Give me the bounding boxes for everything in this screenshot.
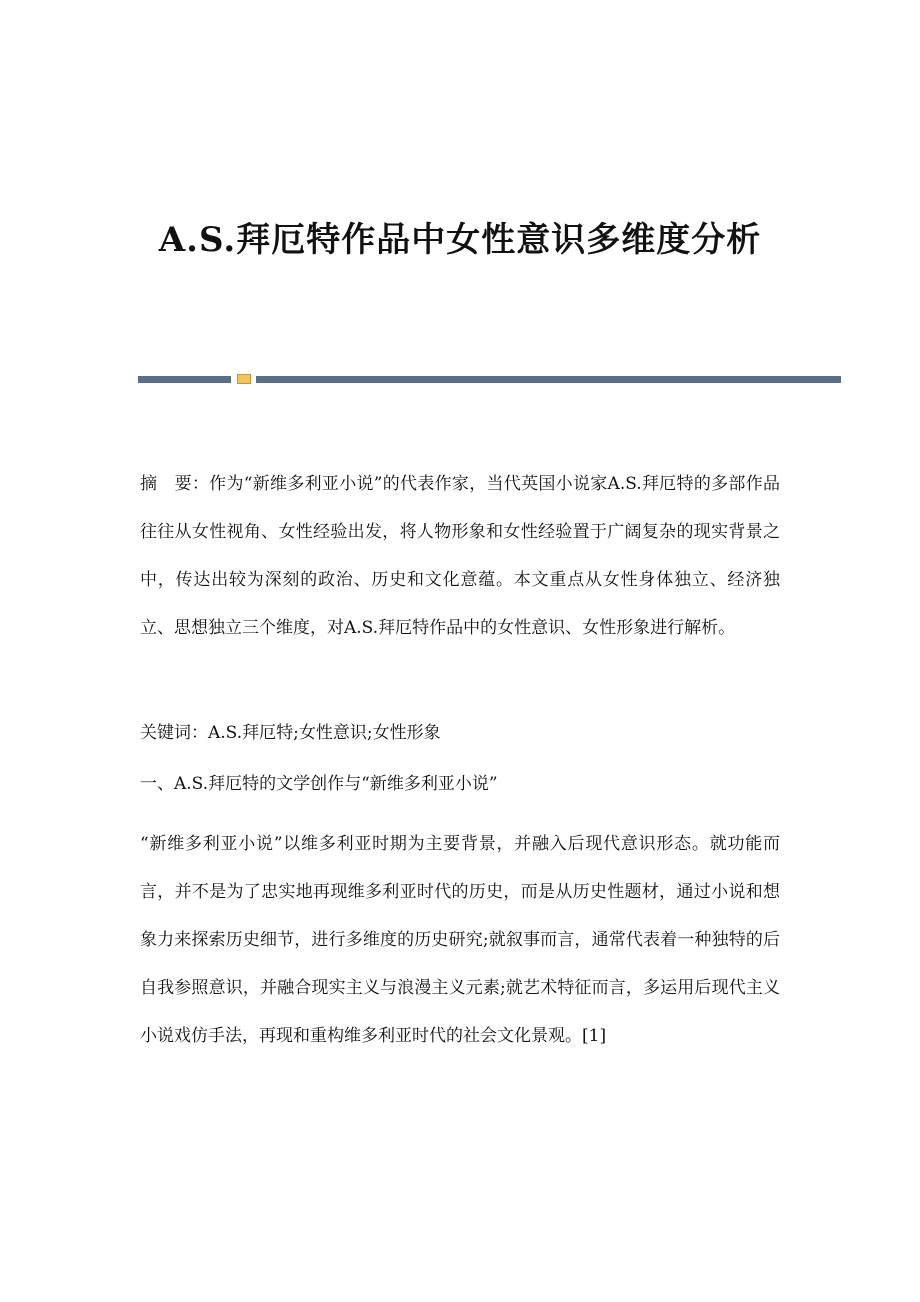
abstract-paragraph <box>140 460 780 652</box>
keywords-label: 关键词： <box>140 723 208 743</box>
divider-right-bar <box>256 376 841 383</box>
divider-left-bar <box>138 376 231 383</box>
document-title: A.S.拜厄特作品中女性意识多维度分析 <box>158 220 762 260</box>
keywords-text: A.S.拜厄特;女性意识;女性形象 <box>208 723 441 743</box>
title-divider <box>138 374 841 384</box>
abstract-label: 摘 要： <box>140 474 210 494</box>
keywords-line <box>140 709 780 757</box>
divider-marker-icon <box>237 374 251 384</box>
abstract-text: 作为“新维多利亚小说”的代表作家，当代英国小说家A.S.拜厄特的多部作品往往从女性视角、女性经验出发，将人物形象和女性经验置于广阔复杂的现实背景之中，传达出较为深刻的政治、历史和文化意蕴。本文重点从女性身体独立、经济独立、思想独立三个维度，对A.S.拜厄特作品中的女性意识、女性形象进行解析。 <box>140 474 780 638</box>
section-heading: 一、A.S.拜厄特的文学创作与“新维多利亚小说” <box>140 774 498 794</box>
body-paragraph: “新维多利亚小说”以维多利亚时期为主要背景，并融入后现代意识形态。就功能而言，并不是为了忠实地再现维多利亚时代的历史，而是从历史性题材，通过小说和想象力来探索历史细节，进行多维度的历史研究;就叙事而言，通常代表着一种独特的后自我参照意识，并融合现实主义与浪漫主义元素;就艺术特征而言，多运用后现代主义小说戏仿手法，再现和重构维多利亚时代的社会文化景观。[1] <box>140 834 780 1046</box>
